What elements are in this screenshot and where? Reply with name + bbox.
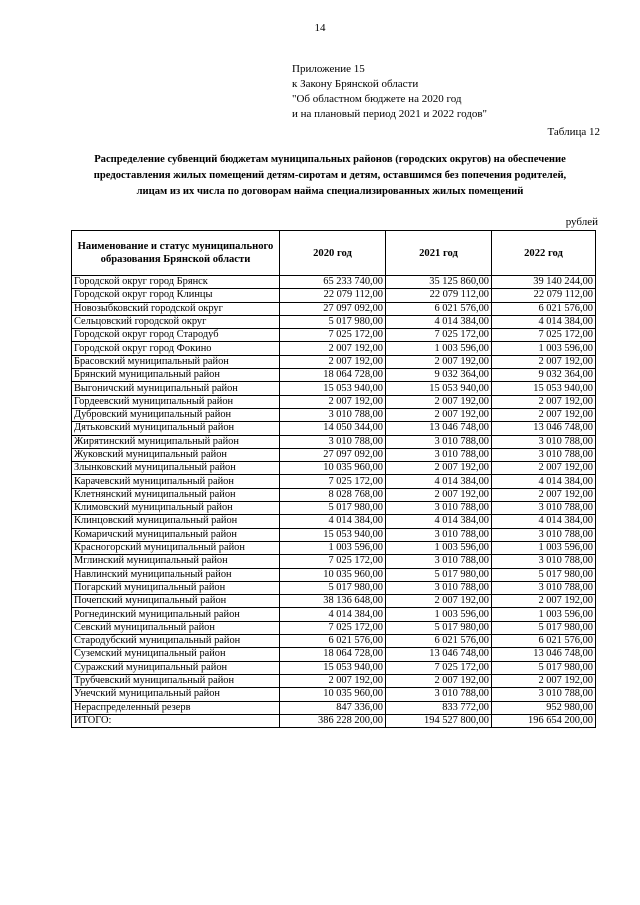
table-row xyxy=(72,608,596,621)
cell-municipality: Трубчевский муниципальный район xyxy=(72,674,280,687)
table-row xyxy=(72,422,596,435)
cell-amount: 1 003 596,00 xyxy=(386,608,492,621)
appendix-line: и на плановый период 2021 и 2022 годов" xyxy=(292,108,488,120)
table-row xyxy=(72,714,596,727)
cell-amount: 2 007 192,00 xyxy=(492,395,596,408)
cell-amount: 2 007 192,00 xyxy=(280,674,386,687)
table-row xyxy=(72,568,596,581)
table-row xyxy=(72,515,596,528)
cell-amount: 39 140 244,00 xyxy=(492,276,596,289)
cell-amount: 4 014 384,00 xyxy=(280,515,386,528)
cell-municipality: Городской округ город Клинцы xyxy=(72,289,280,302)
table-row xyxy=(72,581,596,594)
cell-amount: 1 003 596,00 xyxy=(386,541,492,554)
table-row xyxy=(72,674,596,687)
cell-amount: 4 014 384,00 xyxy=(386,475,492,488)
cell-amount: 5 017 980,00 xyxy=(280,581,386,594)
cell-municipality: Жирятинский муниципальный район xyxy=(72,435,280,448)
cell-amount: 3 010 788,00 xyxy=(386,581,492,594)
cell-amount: 22 079 112,00 xyxy=(386,289,492,302)
cell-amount: 6 021 576,00 xyxy=(386,302,492,315)
cell-municipality: Почепский муниципальный район xyxy=(72,595,280,608)
table-label: Таблица 12 xyxy=(547,126,600,138)
table-row xyxy=(72,408,596,421)
cell-amount: 38 136 648,00 xyxy=(280,595,386,608)
table-row xyxy=(72,395,596,408)
cell-amount: 18 064 728,00 xyxy=(280,648,386,661)
cell-municipality: Сельцовский городской округ xyxy=(72,315,280,328)
subsidy-table xyxy=(71,230,596,728)
cell-amount: 7 025 172,00 xyxy=(280,555,386,568)
cell-amount: 194 527 800,00 xyxy=(386,714,492,727)
cell-amount: 5 017 980,00 xyxy=(386,568,492,581)
table-row xyxy=(72,595,596,608)
cell-municipality: Карачевский муниципальный район xyxy=(72,475,280,488)
cell-municipality: Дятьковский муниципальный район xyxy=(72,422,280,435)
cell-amount: 3 010 788,00 xyxy=(492,581,596,594)
cell-municipality: Клинцовский муниципальный район xyxy=(72,515,280,528)
document-heading xyxy=(64,152,596,200)
table-row xyxy=(72,475,596,488)
cell-amount: 7 025 172,00 xyxy=(492,329,596,342)
cell-amount: 3 010 788,00 xyxy=(386,555,492,568)
table-row xyxy=(72,315,596,328)
cell-amount: 13 046 748,00 xyxy=(492,422,596,435)
cell-amount: 4 014 384,00 xyxy=(386,515,492,528)
cell-municipality: Брасовский муниципальный район xyxy=(72,355,280,368)
cell-amount: 27 097 092,00 xyxy=(280,448,386,461)
table-row xyxy=(72,462,596,475)
cell-amount: 9 032 364,00 xyxy=(386,369,492,382)
cell-municipality: Климовский муниципальный район xyxy=(72,502,280,515)
cell-municipality: Жуковский муниципальный район xyxy=(72,448,280,461)
cell-amount: 5 017 980,00 xyxy=(280,502,386,515)
cell-amount: 6 021 576,00 xyxy=(280,635,386,648)
cell-amount: 6 021 576,00 xyxy=(386,635,492,648)
cell-amount: 2 007 192,00 xyxy=(280,395,386,408)
heading-line: лицам из их числа по договорам найма специализированных жилых помещений xyxy=(136,186,524,197)
heading-line: предоставления жилых помещений детям-сиротам и детям, оставшимся без попечения родителей, xyxy=(93,170,567,181)
cell-amount: 15 053 940,00 xyxy=(492,382,596,395)
table-row xyxy=(72,448,596,461)
column-header-2020: 2020 год xyxy=(280,231,386,276)
cell-amount: 196 654 200,00 xyxy=(492,714,596,727)
cell-amount: 13 046 748,00 xyxy=(492,648,596,661)
cell-amount: 3 010 788,00 xyxy=(280,435,386,448)
table-row xyxy=(72,635,596,648)
cell-amount: 5 017 980,00 xyxy=(386,621,492,634)
table-row xyxy=(72,648,596,661)
cell-municipality: ИТОГО: xyxy=(72,714,280,727)
cell-municipality: Унечский муниципальный район xyxy=(72,688,280,701)
cell-amount: 3 010 788,00 xyxy=(492,435,596,448)
cell-municipality: Выгоничский муниципальный район xyxy=(72,382,280,395)
cell-amount: 2 007 192,00 xyxy=(386,488,492,501)
appendix-line: Приложение 15 xyxy=(292,63,365,75)
cell-amount: 22 079 112,00 xyxy=(280,289,386,302)
table-row xyxy=(72,355,596,368)
cell-municipality: Навлинский муниципальный район xyxy=(72,568,280,581)
table-row xyxy=(72,302,596,315)
cell-amount: 2 007 192,00 xyxy=(280,355,386,368)
page-number: 14 xyxy=(314,22,326,34)
cell-municipality: Злынковский муниципальный район xyxy=(72,462,280,475)
cell-municipality: Севский муниципальный район xyxy=(72,621,280,634)
table-row xyxy=(72,488,596,501)
cell-municipality: Комаричский муниципальный район xyxy=(72,528,280,541)
cell-amount: 27 097 092,00 xyxy=(280,302,386,315)
cell-amount: 2 007 192,00 xyxy=(386,395,492,408)
cell-amount: 2 007 192,00 xyxy=(492,595,596,608)
cell-amount: 3 010 788,00 xyxy=(386,688,492,701)
cell-amount: 833 772,00 xyxy=(386,701,492,714)
heading-line: Распределение субвенций бюджетам муниципальных районов (городских округов) на обеспечение xyxy=(94,154,566,165)
cell-municipality: Суземский муниципальный район xyxy=(72,648,280,661)
cell-municipality: Стародубский муниципальный район xyxy=(72,635,280,648)
cell-municipality: Красногорский муниципальный район xyxy=(72,541,280,554)
cell-amount: 2 007 192,00 xyxy=(492,674,596,687)
cell-amount: 4 014 384,00 xyxy=(492,515,596,528)
table-row xyxy=(72,289,596,302)
cell-municipality: Городской округ город Стародуб xyxy=(72,329,280,342)
cell-amount: 1 003 596,00 xyxy=(492,608,596,621)
cell-municipality: Новозыбковский городской округ xyxy=(72,302,280,315)
cell-amount: 4 014 384,00 xyxy=(280,608,386,621)
table-row xyxy=(72,621,596,634)
cell-municipality: Брянский муниципальный район xyxy=(72,369,280,382)
column-header-2022: 2022 год xyxy=(492,231,596,276)
table-header-row xyxy=(72,231,596,276)
cell-amount: 3 010 788,00 xyxy=(386,502,492,515)
cell-amount: 2 007 192,00 xyxy=(386,408,492,421)
cell-amount: 15 053 940,00 xyxy=(280,382,386,395)
cell-municipality: Рогнединский муниципальный район xyxy=(72,608,280,621)
cell-amount: 14 050 344,00 xyxy=(280,422,386,435)
appendix-note xyxy=(292,62,612,122)
cell-amount: 10 035 960,00 xyxy=(280,462,386,475)
cell-municipality: Погарский муниципальный район xyxy=(72,581,280,594)
cell-amount: 6 021 576,00 xyxy=(492,635,596,648)
table-row xyxy=(72,661,596,674)
cell-amount: 15 053 940,00 xyxy=(280,661,386,674)
table-row xyxy=(72,528,596,541)
table-row xyxy=(72,369,596,382)
cell-amount: 2 007 192,00 xyxy=(492,462,596,475)
table-row xyxy=(72,382,596,395)
cell-amount: 7 025 172,00 xyxy=(386,661,492,674)
column-header-municipality: Наименование и статус муниципального образования Брянской области xyxy=(72,231,280,276)
cell-amount: 3 010 788,00 xyxy=(492,555,596,568)
cell-amount: 3 010 788,00 xyxy=(492,502,596,515)
cell-municipality: Нераспределенный резерв xyxy=(72,701,280,714)
cell-amount: 8 028 768,00 xyxy=(280,488,386,501)
cell-amount: 22 079 112,00 xyxy=(492,289,596,302)
cell-amount: 35 125 860,00 xyxy=(386,276,492,289)
cell-amount: 1 003 596,00 xyxy=(492,541,596,554)
cell-amount: 10 035 960,00 xyxy=(280,688,386,701)
cell-municipality: Суражский муниципальный район xyxy=(72,661,280,674)
cell-amount: 386 228 200,00 xyxy=(280,714,386,727)
table-row xyxy=(72,502,596,515)
cell-amount: 3 010 788,00 xyxy=(386,448,492,461)
table-row xyxy=(72,555,596,568)
cell-municipality: Клетнянский муниципальный район xyxy=(72,488,280,501)
table-row xyxy=(72,701,596,714)
cell-amount: 2 007 192,00 xyxy=(492,408,596,421)
cell-amount: 2 007 192,00 xyxy=(280,342,386,355)
cell-amount: 2 007 192,00 xyxy=(492,488,596,501)
cell-amount: 1 003 596,00 xyxy=(492,342,596,355)
cell-amount: 952 980,00 xyxy=(492,701,596,714)
cell-amount: 5 017 980,00 xyxy=(492,661,596,674)
cell-amount: 847 336,00 xyxy=(280,701,386,714)
cell-amount: 4 014 384,00 xyxy=(492,315,596,328)
table-row xyxy=(72,435,596,448)
cell-amount: 3 010 788,00 xyxy=(492,528,596,541)
appendix-line: к Закону Брянской области xyxy=(292,78,419,90)
table-body xyxy=(72,276,596,728)
cell-amount: 7 025 172,00 xyxy=(386,329,492,342)
cell-amount: 3 010 788,00 xyxy=(492,688,596,701)
cell-amount: 13 046 748,00 xyxy=(386,648,492,661)
cell-municipality: Дубровский муниципальный район xyxy=(72,408,280,421)
cell-municipality: Мглинский муниципальный район xyxy=(72,555,280,568)
table-row xyxy=(72,329,596,342)
cell-amount: 7 025 172,00 xyxy=(280,329,386,342)
cell-amount: 10 035 960,00 xyxy=(280,568,386,581)
cell-municipality: Городской округ город Фокино xyxy=(72,342,280,355)
cell-amount: 3 010 788,00 xyxy=(386,435,492,448)
cell-amount: 2 007 192,00 xyxy=(386,462,492,475)
cell-amount: 2 007 192,00 xyxy=(386,674,492,687)
appendix-line: "Об областном бюджете на 2020 год xyxy=(292,93,462,105)
cell-amount: 1 003 596,00 xyxy=(386,342,492,355)
cell-amount: 3 010 788,00 xyxy=(386,528,492,541)
cell-amount: 5 017 980,00 xyxy=(492,568,596,581)
cell-amount: 7 025 172,00 xyxy=(280,475,386,488)
cell-amount: 1 003 596,00 xyxy=(280,541,386,554)
cell-amount: 18 064 728,00 xyxy=(280,369,386,382)
cell-municipality: Гордеевский муниципальный район xyxy=(72,395,280,408)
cell-amount: 4 014 384,00 xyxy=(492,475,596,488)
cell-amount: 5 017 980,00 xyxy=(280,315,386,328)
cell-amount: 6 021 576,00 xyxy=(492,302,596,315)
cell-amount: 15 053 940,00 xyxy=(280,528,386,541)
units-label: рублей xyxy=(565,216,598,228)
cell-municipality: Городской округ город Брянск xyxy=(72,276,280,289)
cell-amount: 15 053 940,00 xyxy=(386,382,492,395)
cell-amount: 9 032 364,00 xyxy=(492,369,596,382)
cell-amount: 5 017 980,00 xyxy=(492,621,596,634)
cell-amount: 7 025 172,00 xyxy=(280,621,386,634)
table-row xyxy=(72,541,596,554)
table-row xyxy=(72,342,596,355)
cell-amount: 4 014 384,00 xyxy=(386,315,492,328)
cell-amount: 3 010 788,00 xyxy=(492,448,596,461)
cell-amount: 2 007 192,00 xyxy=(492,355,596,368)
cell-amount: 65 233 740,00 xyxy=(280,276,386,289)
table-row xyxy=(72,276,596,289)
cell-amount: 3 010 788,00 xyxy=(280,408,386,421)
table-row xyxy=(72,688,596,701)
column-header-2021: 2021 год xyxy=(386,231,492,276)
cell-amount: 13 046 748,00 xyxy=(386,422,492,435)
cell-amount: 2 007 192,00 xyxy=(386,355,492,368)
cell-amount: 2 007 192,00 xyxy=(386,595,492,608)
